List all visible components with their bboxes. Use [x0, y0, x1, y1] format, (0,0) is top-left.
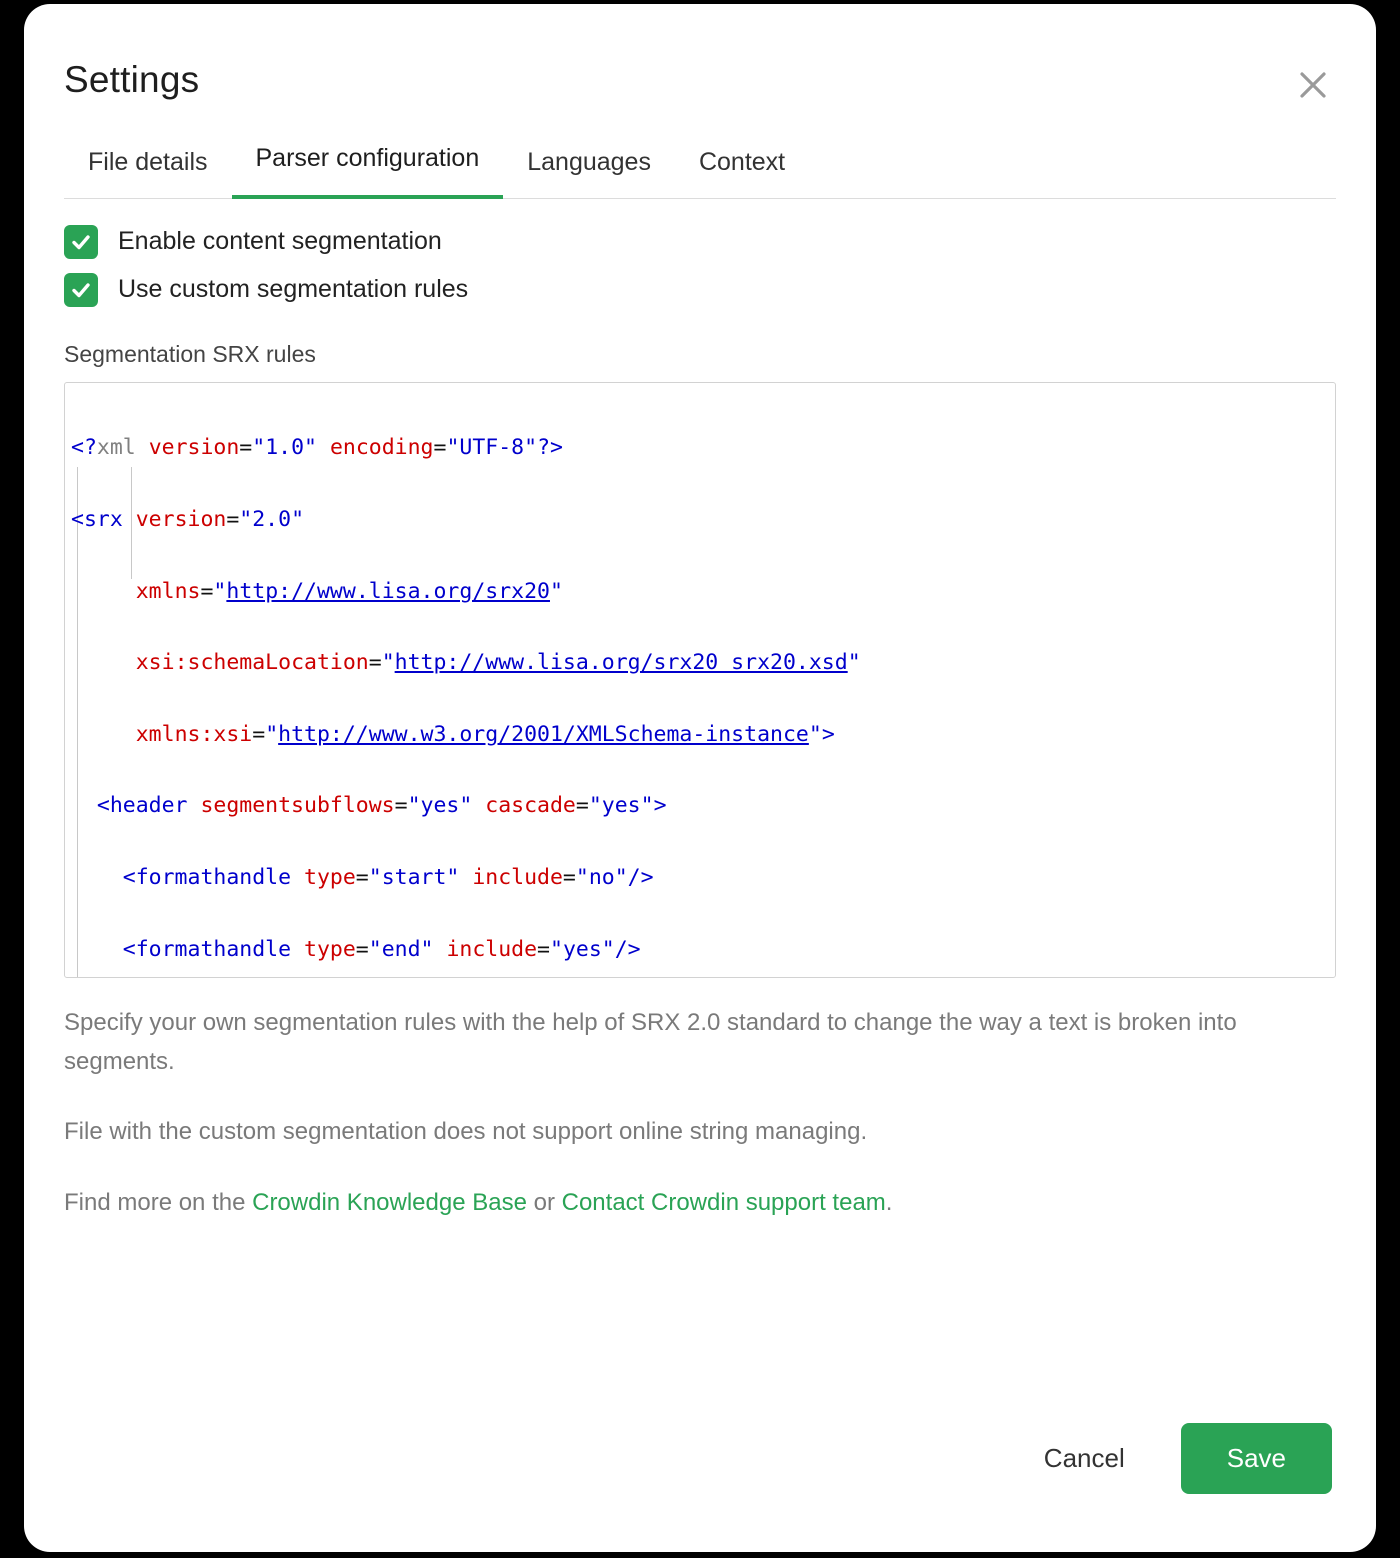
- knowledge-base-link[interactable]: Crowdin Knowledge Base: [252, 1189, 527, 1217]
- dialog-header: [24, 4, 1376, 101]
- help-prefix: Find more on the: [64, 1189, 253, 1217]
- help-paragraph-3: [64, 1184, 1336, 1223]
- parser-configuration-panel: [24, 225, 1376, 1224]
- settings-dialog: [24, 4, 1376, 1552]
- tab-parser-configuration[interactable]: Parser configuration: [232, 144, 504, 199]
- custom-segmentation-rules-label[interactable]: Use custom segmentation rules: [118, 275, 469, 304]
- help-middle: or: [526, 1189, 562, 1217]
- enable-segmentation-label[interactable]: Enable content segmentation: [118, 227, 442, 256]
- code-line: xmlns:xsi="http://www.w3.org/2001/XMLSchema-instance">: [135, 721, 835, 747]
- code-line: xmlns="http://www.lisa.org/srx20": [135, 578, 563, 604]
- srx-rules-code[interactable]: [65, 383, 1335, 978]
- custom-segmentation-rules-checkbox[interactable]: [64, 273, 98, 307]
- tab-file-details[interactable]: File details: [88, 147, 208, 176]
- tab-bar: [64, 143, 1336, 199]
- srx-rules-label: Segmentation SRX rules: [64, 340, 316, 367]
- code-line: <formathandle type="end" include="yes"/>: [122, 936, 641, 962]
- help-suffix: .: [885, 1189, 893, 1217]
- code-line: xsi:schemaLocation="http://www.lisa.org/srx20 srx20.xsd": [135, 650, 861, 676]
- code-line: <formathandle type="start" include="no"/>: [122, 865, 654, 891]
- custom-rules-row: [64, 273, 1336, 307]
- dialog-footer: [24, 1423, 1376, 1494]
- cancel-button[interactable]: Cancel: [1016, 1425, 1153, 1492]
- enable-segmentation-checkbox[interactable]: [64, 225, 98, 259]
- code-line: <?xml version="1.0" encoding="UTF-8"?>: [71, 435, 563, 461]
- srx-rules-editor[interactable]: [64, 382, 1336, 978]
- support-team-link[interactable]: Contact Crowdin support team: [561, 1189, 886, 1217]
- help-paragraph-1: Specify your own segmentation rules with the help of SRX 2.0 standard to change the way a text is broken into segments.: [64, 1008, 1237, 1075]
- code-line: <header segmentsubflows="yes" cascade="yes">: [96, 793, 667, 819]
- close-icon[interactable]: [1294, 66, 1332, 104]
- save-button[interactable]: Save: [1181, 1423, 1332, 1494]
- tab-languages[interactable]: Languages: [527, 147, 651, 176]
- help-paragraph-2: File with the custom segmentation does not support online string managing.: [64, 1118, 868, 1146]
- enable-segmentation-row: [64, 225, 1336, 259]
- code-line: <srx version="2.0": [71, 507, 305, 533]
- tab-context[interactable]: Context: [698, 147, 786, 176]
- page-title: Settings: [64, 59, 200, 100]
